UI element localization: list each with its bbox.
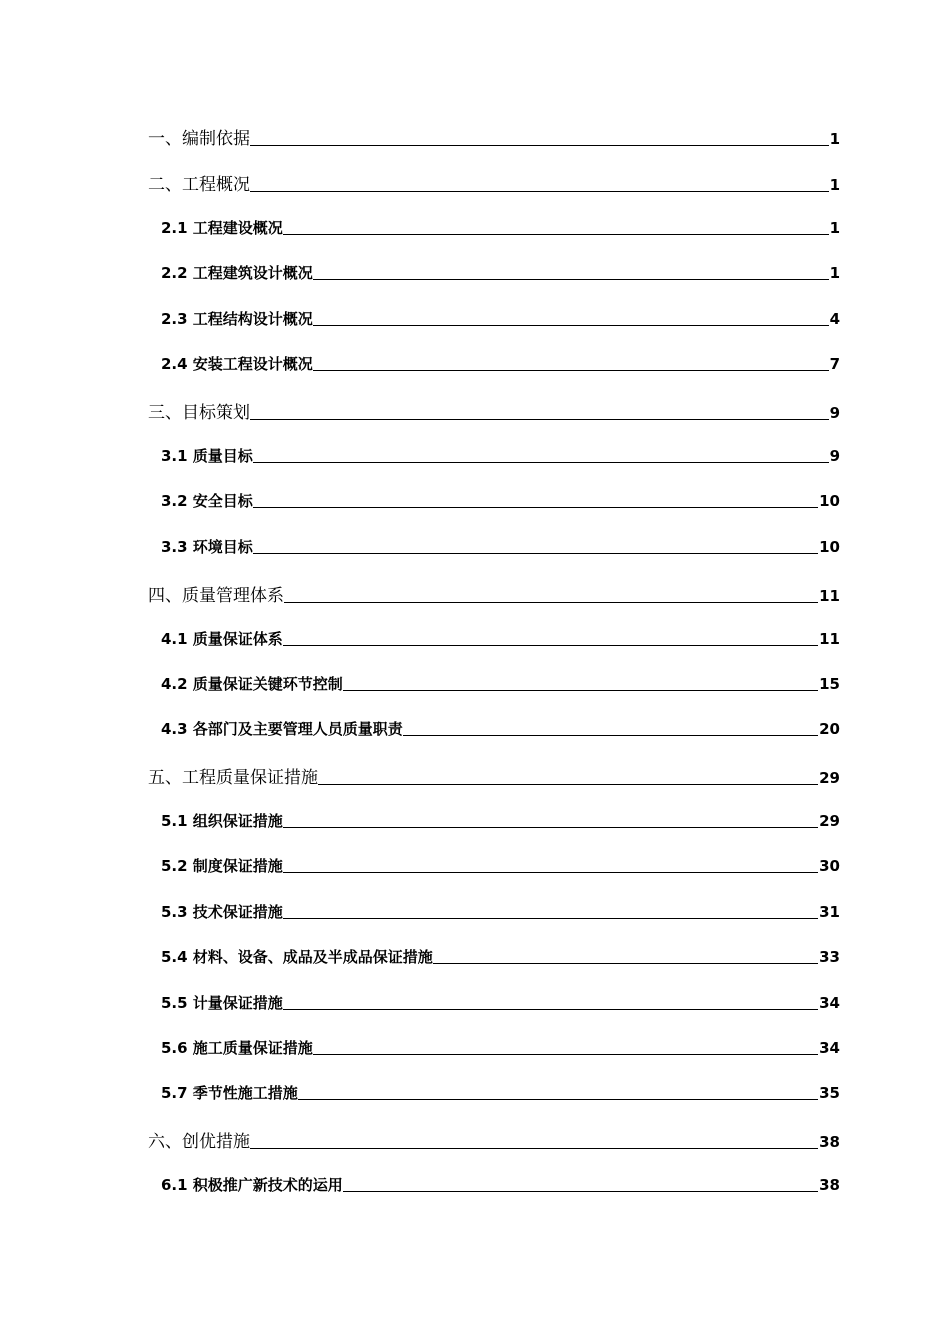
toc-page-number: 20 [819, 720, 840, 738]
toc-leader-line [250, 145, 829, 146]
toc-entry-label: 4.1 质量保证体系 [161, 630, 283, 648]
toc-leader-line [343, 690, 818, 691]
toc-entry[interactable] [161, 810, 840, 831]
toc-entry[interactable] [161, 901, 840, 922]
toc-entry-label: 二、工程概况 [148, 175, 250, 195]
toc-entry[interactable] [161, 628, 840, 649]
toc-entry-label: 5.4 材料、设备、成品及半成品保证措施 [161, 948, 433, 966]
toc-page-number: 30 [819, 857, 840, 875]
toc-entry[interactable] [161, 308, 840, 329]
toc-leader-line [283, 1009, 818, 1010]
toc-entry[interactable] [161, 1037, 840, 1058]
toc-entry[interactable] [148, 398, 840, 423]
toc-page-number: 33 [819, 948, 840, 966]
toc-entry-label: 4.2 质量保证关键环节控制 [161, 675, 343, 693]
toc-leader-line [318, 784, 818, 785]
toc-leader-line [250, 1148, 818, 1149]
toc-entry[interactable] [161, 536, 840, 557]
toc-entry-label: 5.1 组织保证措施 [161, 812, 283, 830]
toc-leader-line [253, 507, 818, 508]
toc-page-number: 1 [829, 219, 840, 237]
toc-leader-line [253, 553, 818, 554]
toc-entry-label: 2.1 工程建设概况 [161, 219, 283, 237]
toc-page-number: 34 [819, 994, 840, 1012]
toc-page-number: 1 [829, 176, 840, 194]
toc-entry-label: 3.3 环境目标 [161, 538, 253, 556]
toc-page-number: 9 [829, 447, 840, 465]
toc-entry[interactable] [161, 1174, 840, 1195]
toc-page-number: 7 [829, 355, 840, 373]
toc-entry-label: 一、编制依据 [148, 129, 250, 149]
toc-entry[interactable] [161, 353, 840, 374]
toc-page-number: 29 [819, 812, 840, 830]
toc-entry-label: 5.7 季节性施工措施 [161, 1084, 298, 1102]
toc-leader-line [313, 279, 829, 280]
toc-entry[interactable] [161, 1082, 840, 1103]
toc-entry-label: 3.2 安全目标 [161, 492, 253, 510]
toc-page-number: 10 [819, 492, 840, 510]
toc-entry[interactable] [161, 946, 840, 967]
toc-entry-label: 2.2 工程建筑设计概况 [161, 264, 313, 282]
toc-entry-label: 六、创优措施 [148, 1132, 250, 1152]
toc-leader-line [253, 462, 829, 463]
toc-leader-line [313, 325, 829, 326]
toc-page-number: 29 [819, 769, 840, 787]
toc-entry-label: 四、质量管理体系 [148, 586, 284, 606]
toc-entry[interactable] [161, 673, 840, 694]
toc-leader-line [250, 191, 829, 192]
toc-leader-line [283, 827, 818, 828]
toc-entry[interactable] [148, 763, 840, 788]
toc-page-number: 1 [829, 130, 840, 148]
toc-entry-label: 3.1 质量目标 [161, 447, 253, 465]
toc-entry[interactable] [161, 262, 840, 283]
toc-entry[interactable] [161, 992, 840, 1013]
toc-page-number: 10 [819, 538, 840, 556]
toc-leader-line [313, 370, 829, 371]
toc-entry-label: 三、目标策划 [148, 403, 250, 423]
toc-page-number: 15 [819, 675, 840, 693]
toc-entry[interactable] [161, 490, 840, 511]
toc-leader-line [284, 602, 818, 603]
toc-leader-line [283, 234, 829, 235]
toc-page-number: 1 [829, 264, 840, 282]
toc-page-number: 11 [819, 630, 840, 648]
toc-page-number: 11 [819, 587, 840, 605]
toc-leader-line [433, 963, 818, 964]
toc-entry-label: 5.6 施工质量保证措施 [161, 1039, 313, 1057]
toc-page-number: 9 [829, 404, 840, 422]
toc-leader-line [250, 419, 829, 420]
toc-entry[interactable] [161, 855, 840, 876]
toc-entry[interactable] [161, 217, 840, 238]
toc-page-number: 38 [819, 1176, 840, 1194]
toc-entry[interactable] [148, 124, 840, 149]
toc-leader-line [298, 1099, 818, 1100]
toc-page-number: 35 [819, 1084, 840, 1102]
toc-entry[interactable] [148, 581, 840, 606]
toc-entry-label: 5.2 制度保证措施 [161, 857, 283, 875]
toc-page-number: 38 [819, 1133, 840, 1151]
toc-entry-label: 4.3 各部门及主要管理人员质量职责 [161, 720, 403, 738]
toc-entry-label: 2.3 工程结构设计概况 [161, 310, 313, 328]
toc-entry[interactable] [148, 1127, 840, 1152]
toc-entry[interactable] [161, 445, 840, 466]
toc-entry[interactable] [148, 170, 840, 195]
toc-leader-line [283, 645, 818, 646]
toc-leader-line [283, 918, 818, 919]
toc-leader-line [313, 1054, 818, 1055]
toc-entry-label: 2.4 安装工程设计概况 [161, 355, 313, 373]
toc-entry-label: 6.1 积极推广新技术的运用 [161, 1176, 343, 1194]
toc-entry-label: 五、工程质量保证措施 [148, 768, 318, 788]
toc-page-number: 31 [819, 903, 840, 921]
toc-page-number: 34 [819, 1039, 840, 1057]
toc-entry-label: 5.5 计量保证措施 [161, 994, 283, 1012]
toc-leader-line [283, 872, 818, 873]
toc-page-number: 4 [829, 310, 840, 328]
toc-leader-line [403, 735, 818, 736]
toc-entry[interactable] [161, 718, 840, 739]
toc-entry-label: 5.3 技术保证措施 [161, 903, 283, 921]
toc-leader-line [343, 1191, 818, 1192]
